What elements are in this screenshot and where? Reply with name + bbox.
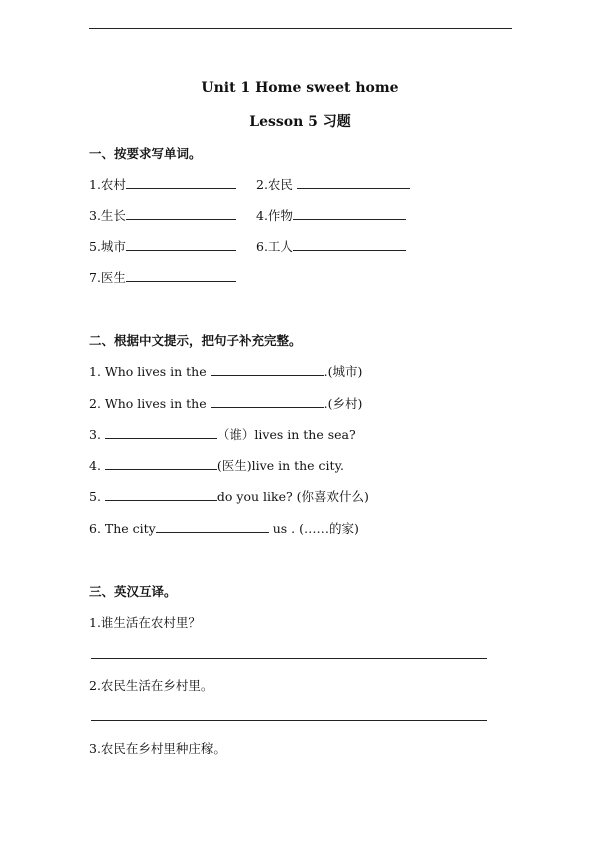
sentence-item-6 xyxy=(89,519,359,537)
word-label: 5.城市 xyxy=(89,239,126,254)
word-label: 4.作物 xyxy=(256,208,293,223)
blank-field[interactable] xyxy=(105,458,217,470)
sentence-item-3 xyxy=(89,425,356,443)
sentence-suffix: do you like? (你喜欢什么) xyxy=(216,489,369,504)
word-item-2 xyxy=(256,175,410,193)
blank-field[interactable] xyxy=(211,364,324,376)
page-subtitle: Lesson 5 习题 xyxy=(249,114,351,130)
sentence-prefix: 4. xyxy=(89,458,105,473)
section1-heading: 一、按要求写单词。 xyxy=(89,146,202,161)
word-label: 1.农村 xyxy=(89,177,126,192)
header-rule xyxy=(89,28,512,29)
answer-line[interactable] xyxy=(91,720,487,721)
word-item-4 xyxy=(256,206,406,224)
blank-field[interactable] xyxy=(156,521,269,533)
blank-field[interactable] xyxy=(211,396,324,408)
sentence-suffix: .(城市) xyxy=(323,364,363,379)
sentence-prefix: 2. Who lives in the xyxy=(89,396,211,411)
page-title: Unit 1 Home sweet home xyxy=(201,80,399,96)
translate-item-1: 1.谁生活在农村里？ xyxy=(89,615,201,630)
word-label: 7.医生 xyxy=(89,270,126,285)
sentence-item-2 xyxy=(89,394,362,412)
blank-field[interactable] xyxy=(105,427,217,439)
word-label: 3.生长 xyxy=(89,208,126,223)
blank-field[interactable] xyxy=(297,177,410,189)
word-item-3 xyxy=(89,206,236,224)
word-item-7 xyxy=(89,268,236,286)
sentence-prefix: 3. xyxy=(89,427,105,442)
sentence-prefix: 1. Who lives in the xyxy=(89,364,211,379)
sentence-suffix: (医生)live in the city. xyxy=(216,458,344,473)
word-label: 6.工人 xyxy=(256,239,293,254)
word-item-1 xyxy=(89,175,236,193)
section2-heading: 二、根据中文提示，把句子补充完整。 xyxy=(89,333,302,348)
blank-field[interactable] xyxy=(105,489,217,501)
sentence-prefix: 6. The city xyxy=(89,521,156,536)
translate-item-2: 2.农民生活在乡村里。 xyxy=(89,678,214,693)
word-item-5 xyxy=(89,237,236,255)
sentence-item-1 xyxy=(89,362,362,380)
section3-heading: 三、英汉互译。 xyxy=(89,584,177,599)
blank-field[interactable] xyxy=(126,270,236,282)
sentence-suffix: us . (……的家) xyxy=(268,521,359,536)
blank-field[interactable] xyxy=(126,208,236,220)
blank-field[interactable] xyxy=(126,177,236,189)
blank-field[interactable] xyxy=(293,208,406,220)
word-label: 2.农民 xyxy=(256,177,293,192)
translate-item-3: 3.农民在乡村里种庄稼。 xyxy=(89,741,226,756)
sentence-suffix: （谁）lives in the sea? xyxy=(216,427,356,442)
word-item-6 xyxy=(256,237,406,255)
sentence-prefix: 5. xyxy=(89,489,105,504)
answer-line[interactable] xyxy=(91,658,487,659)
blank-field[interactable] xyxy=(293,239,406,251)
blank-field[interactable] xyxy=(126,239,236,251)
sentence-item-4 xyxy=(89,456,344,474)
sentence-item-5 xyxy=(89,487,369,505)
sentence-suffix: .(乡村) xyxy=(323,396,363,411)
